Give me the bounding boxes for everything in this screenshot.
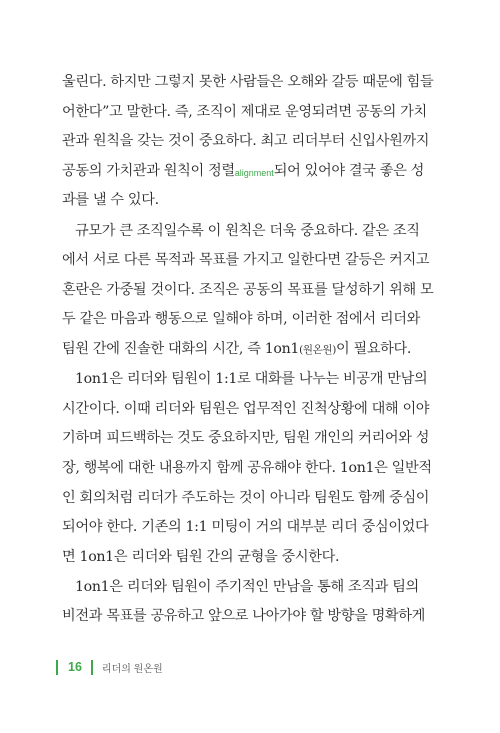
- text-line: 인 회의처럼 리더가 주도하는 것이 아니라 팀원도 함께 중심이: [62, 489, 430, 506]
- text-line: 시간이다. 이때 리더와 팀원은 업무적인 진척상황에 대해 이야: [62, 400, 430, 417]
- footer-divider: [91, 660, 93, 675]
- page-number: 16: [68, 660, 82, 674]
- text-line: 기하며 피드백하는 것도 중요하지만, 팀원 개인의 커리어와 성: [62, 430, 430, 447]
- text-line: 과를 낼 수 있다.: [62, 192, 159, 209]
- text-span: 되어 있어야 결국 좋은 성: [273, 162, 424, 179]
- text-line: 어한다”고 말한다. 즉, 조직이 제대로 운영되려면 공동의 가치: [62, 103, 427, 120]
- parenthetical: (원온원): [299, 343, 336, 356]
- text-line: 되어야 한다. 기존의 1:1 미팅이 거의 대부분 리더 중심이었다: [62, 519, 429, 536]
- text-span: 팀원 간에 진솔한 대화의 시간, 즉 1on1: [62, 340, 300, 357]
- text-line: [62, 157, 445, 187]
- text-span: 이 필요하다.: [335, 340, 412, 357]
- text-line: [62, 335, 445, 365]
- text-line: 관과 원칙을 갖는 것이 중요하다. 최고 리더부터 신입사원까지: [62, 133, 430, 150]
- text-line: 에서 서로 다른 목적과 목표를 가지고 일한다면 갈등은 커지고: [62, 252, 430, 269]
- body-text: [62, 68, 445, 632]
- running-title: 리더의 원온원: [101, 663, 163, 675]
- text-span: 공동의 가치관과 원칙이 정렬: [62, 162, 235, 179]
- footer-divider: [56, 660, 58, 675]
- page-footer: [56, 657, 163, 677]
- english-gloss: alignment: [234, 167, 274, 178]
- text-line: 면 1on1은 리더와 팀원 간의 균형을 중시한다.: [62, 548, 340, 565]
- text-line: 비전과 목표를 공유하고 앞으로 나아가야 할 방향을 명확하게: [62, 608, 425, 625]
- paragraph-first-line: 1on1은 리더와 팀원이 1:1로 대화를 나누는 비공개 만남의: [75, 371, 428, 388]
- text-line: 울린다. 하지만 그렇지 못한 사람들은 오해와 갈등 때문에 힘들: [62, 74, 434, 90]
- text-line: 장, 행복에 대한 내용까지 함께 공유해야 한다. 1on1은 일반적: [62, 459, 432, 476]
- text-line: 두 같은 마음과 행동으로 일해야 하며, 이러한 점에서 리더와: [62, 311, 420, 328]
- paragraph-first-line: 1on1은 리더와 팀원이 주기적인 만남을 통해 조직과 팀의: [75, 578, 419, 595]
- paragraph-first-line: 규모가 큰 조직일수록 이 원칙은 더욱 중요하다. 같은 조직: [75, 222, 420, 239]
- text-line: 혼란은 가중될 것이다. 조직은 공동의 목표를 달성하기 위해 모: [62, 281, 434, 298]
